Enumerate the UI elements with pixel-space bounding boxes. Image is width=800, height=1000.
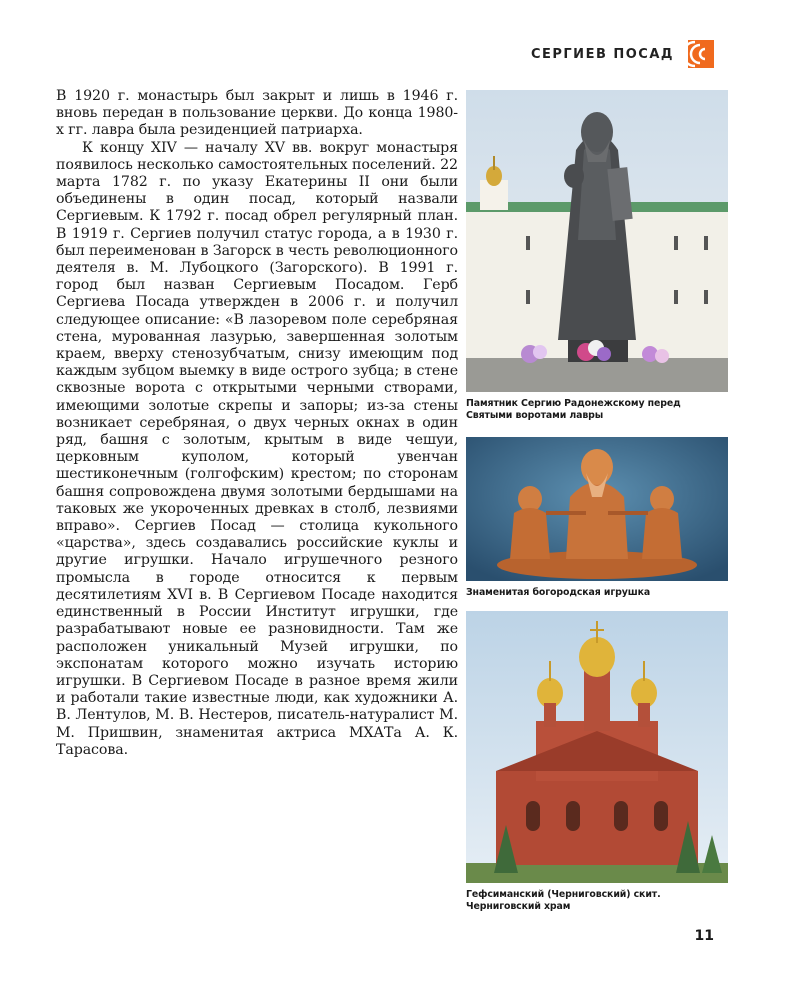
figure-caption: Памятник Сергию Радонежскому перед Святыми воротами лавры (466, 398, 681, 421)
figure-church (466, 611, 728, 912)
section-title: СЕРГИЕВ ПОСАД (530, 46, 674, 62)
running-header (531, 40, 714, 68)
wooden-toy-photo (466, 437, 728, 581)
figure-caption: Знаменитая богородская игрушка (466, 587, 651, 598)
church-photo (466, 611, 728, 883)
arc-logo-icon (680, 40, 714, 68)
main-text-column (56, 88, 458, 759)
figure-toy (466, 437, 728, 599)
page-number: 11 (694, 928, 714, 944)
paragraph-2: К концу XIV — началу XV вв. вокруг монастыря появилось несколько самостоятельных поселений. 22 марта 1782 г. по указу Екатерины II они были объединены в один посад, который назвали Сергиевым. К 1792 г. посад обрел регулярный план. В 1919 г. Сергиев получил статус города, а в 1930 г. был переименован в Загорск в честь революционного деятеля в. М. Лубоцкого (Загорского). В 1991 г. город был назван Сергиевым Посадом. Герб Сергиева Посада утвержден в 2006 г. и получил следующее описание: «В лазоревом поле серебряная стена, мурованная лазурью, завершенная золотым краем, вверху стенозубчатым, снизу имеющим под каждым зубцом выемку в виде острого зубца; в стене сквозные ворота с открытыми черными створами, имеющими золотые скрепы и запоры; из-за стены возникает серебряная, о двух черных окнах в один ряд, башня с золотым, крытым в виде чешуи, церковным куполом, который увенчан шестиконечным (голгофским) крестом; по сторонам башня сопровождена двумя золотыми бердышами на таковых же укороченных древках в столб, лезвиями вправо». Сергиев Посад — столица кукольного «царства», здесь создавались российские куклы и другие игрушки. Начало игрушечного резного промысла в городе относится к первым десятилетиям XVI в. В Сергиевом Посаде находится единственный в России Институт игрушки, где разрабатывают новые ее разновидности. Там же расположен уникальный Музей игрушки, по экспонатам которого можно изучать историю игрушки. В Сергиевом Посаде в разное время жили и работали такие известные люди, как художники А. В. Лентулов, М. В. Нестеров, писатель-натуралист М. М. Пришвин, знаменитая актриса МХАТа А. К. Тарасова. (56, 139, 458, 758)
monument-photo (466, 90, 728, 392)
figure-monument (466, 90, 728, 421)
figure-caption: Гефсиманский (Черниговский) скит. Черниговский храм (466, 889, 661, 912)
paragraph-1: В 1920 г. монастырь был закрыт и лишь в 1946 г. вновь передан в пользование церкви. До конца 1980-х гг. лавра была резиденцией патриарха. (56, 88, 458, 139)
